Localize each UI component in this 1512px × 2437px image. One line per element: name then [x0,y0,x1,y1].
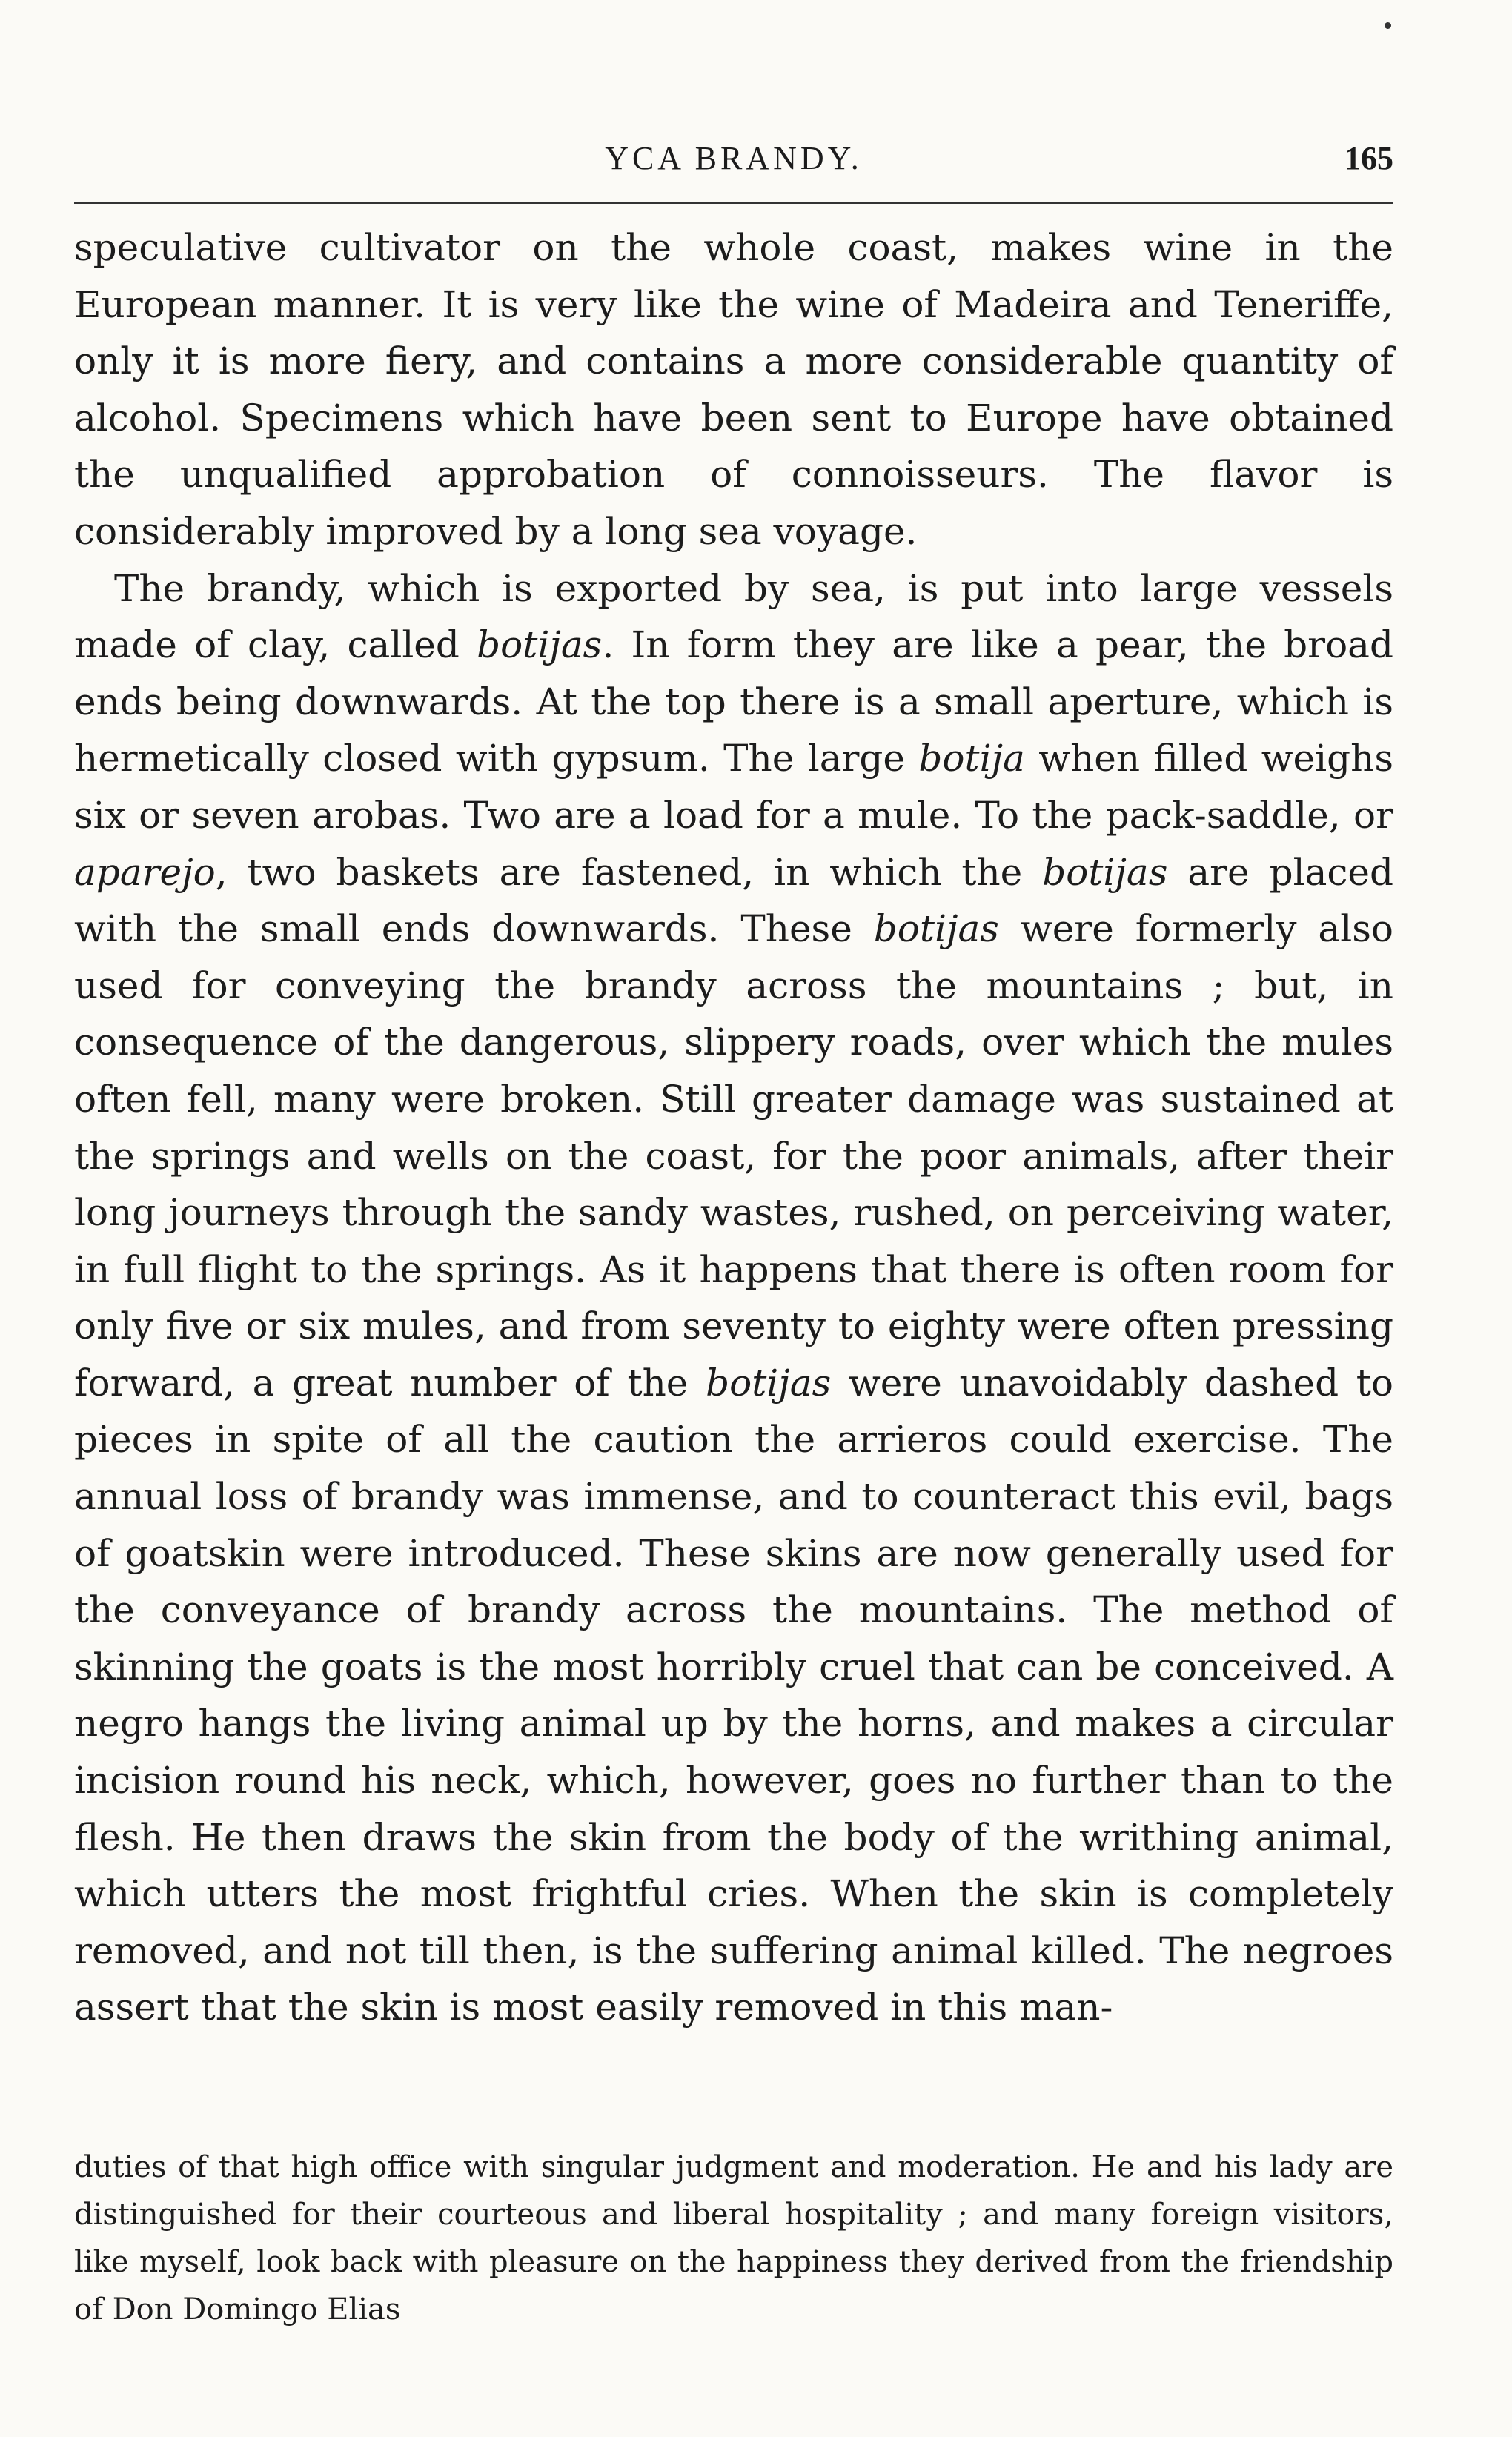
page-mark [1385,22,1391,29]
running-title: YCA BRANDY. [605,140,863,176]
page-number: 165 [1344,140,1393,176]
paragraph-2: The brandy, which is exported by sea, is put into large vessels made of clay, called botijas. In form they are like a pear, the broad ends being downwards. At the top there is a small aperture, which is hermetically closed with gypsum. The large botija when filled weighs six or seven arobas. Two are a load for a mule. To the pack-saddle, or aparejo, two baskets are fastened, in which the botijas are placed with the small ends downwards. These botijas were formerly also used for conveying the brandy across the mountains ; but, in consequence of the dangerous, slippery roads, over which the mules often fell, many were broken. Still greater damage was sustained at the springs and wells on the coast, for the poor animals, after their long journeys through the sandy wastes, rushed, on perceiving water, in full flight to the springs. As it happens that there is often room for only five or six mules, and from seventy to eighty were often pressing forward, a great number of the botijas were unavoidably dashed to pieces in spite of all the caution the arrieros could exercise. The annual loss of brandy was immense, and to counteract this evil, bags of goatskin were introduced. These skins are now generally used for the conveyance of brandy across the mountains. The method of skinning the goats is the most horribly cruel that can be conceived. A negro hangs the living animal up by the horns, and makes a circular incision round his neck, which, however, goes no further than to the flesh. He then draws the skin from the body of the writhing animal, which utters the most frightful cries. When the skin is completely removed, and not till then, is the suffering animal killed. The negroes assert that the skin is most easily removed in this man- [74,566,1394,2029]
italic-term: botija [918,737,1025,780]
italic-term: aparejo [74,850,216,894]
paragraph-1: speculative cultivator on the whole coast, makes wine in the European manner. It is very like the wine of Madeira and Teneriffe, only it is more fiery, and contains a more considerable quantity of alcohol. Specimens which have been sent to Europe have obtained the unqualified approbation of connoisseurs. The flavor is considerably improved by a long sea voyage. [74,226,1393,553]
italic-term: botijas [1042,850,1168,894]
footnote-text: duties of that high office with singular judgment and moderation. He and his lady are distinguished for their courteous and liberal hospitality ; and many foreign visitors, like myself, look back with pleasure on the happiness they derived from the friendship of Don Domingo Elias [74,2150,1393,2327]
italic-term: botijas [706,1361,832,1405]
italic-term: botijas [477,623,603,667]
body-text [74,219,1393,2036]
footnote [74,2143,1393,2333]
italic-term: botijas [873,907,999,951]
header-rule [74,202,1393,204]
running-head [74,139,1393,184]
